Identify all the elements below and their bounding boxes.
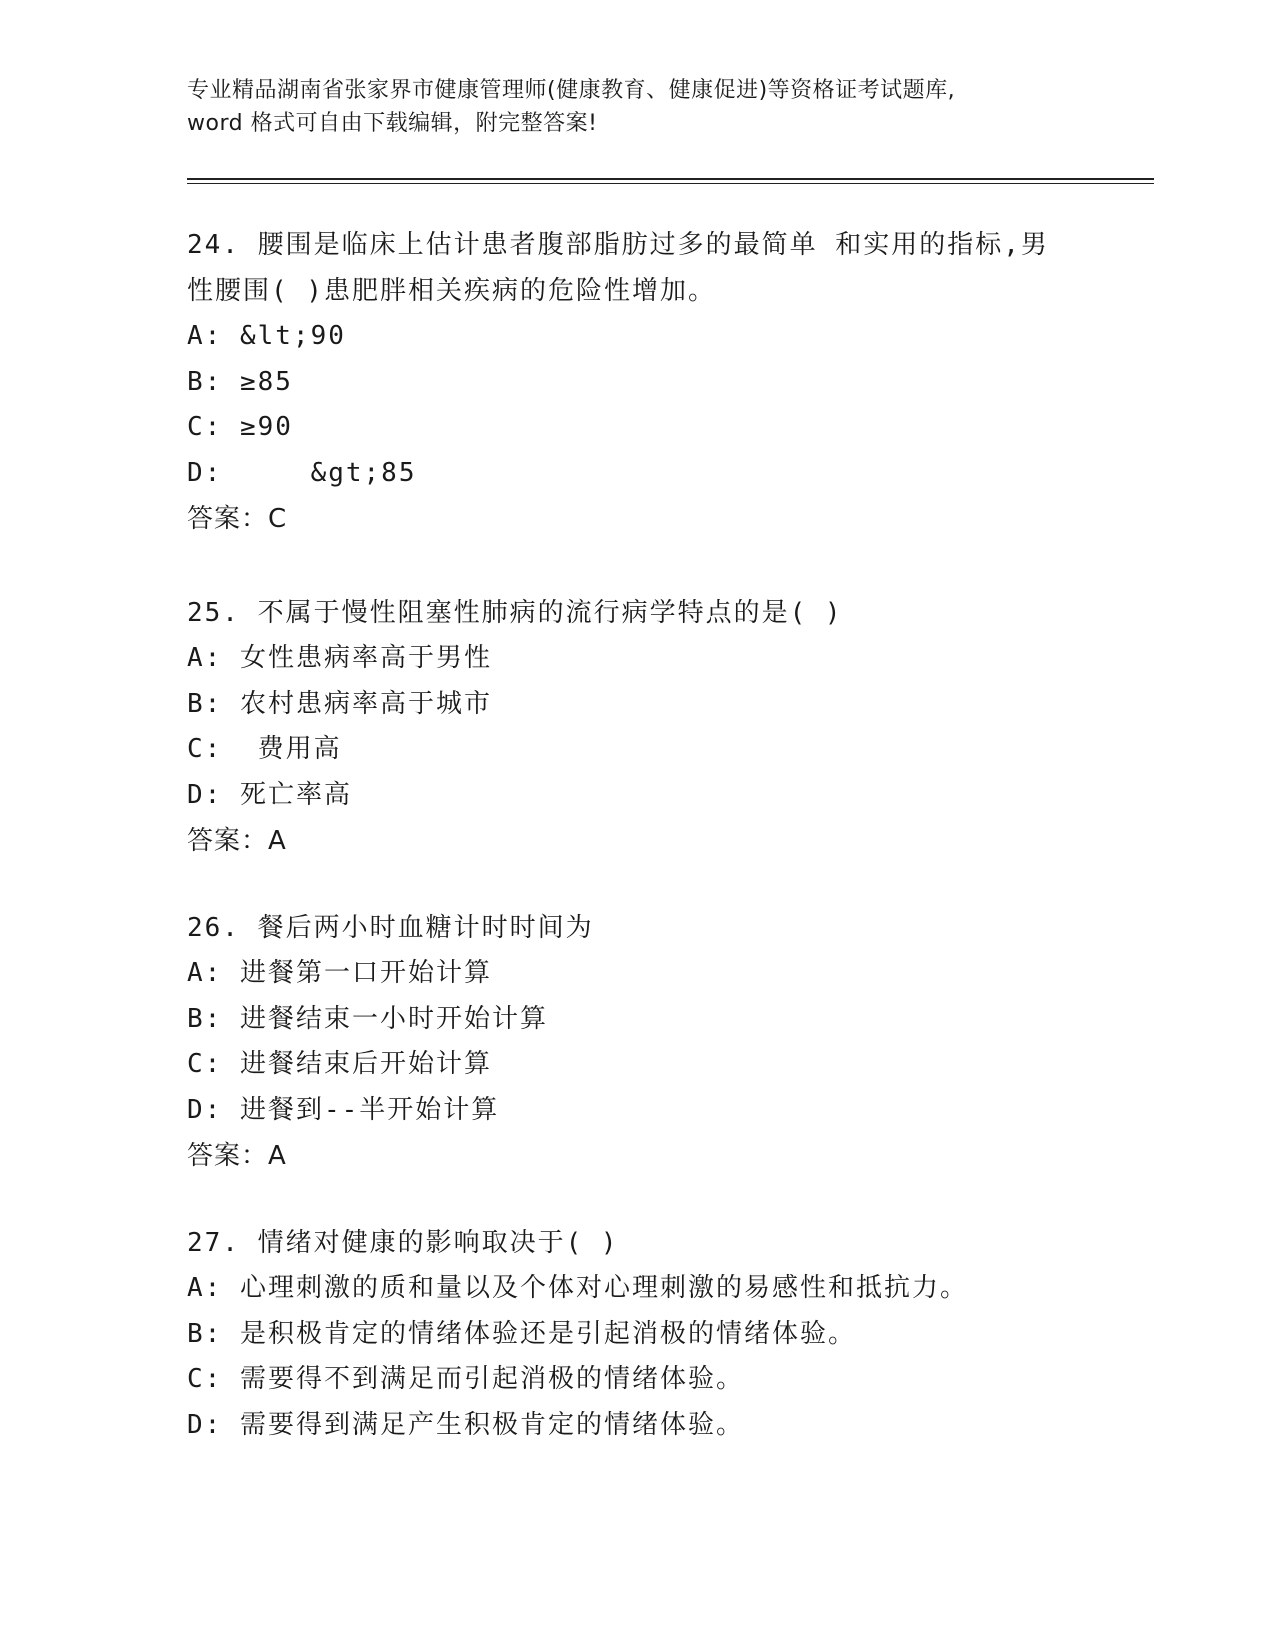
- option-d: D: 需要得到满足产生积极肯定的情绪体验。: [187, 1409, 744, 1440]
- option-d: D: 进餐到--半开始计算: [187, 1094, 500, 1125]
- stem-line: 24. 腰围是临床上估计患者腹部脂肪过多的最简单 和实用的指标,男: [187, 230, 1049, 260]
- option-a: A: &lt;90: [187, 321, 346, 351]
- question-stem: [187, 1220, 1147, 1266]
- question-26: [187, 905, 1147, 1179]
- option-d: D: &gt;85: [187, 457, 417, 488]
- question-25: [187, 590, 1147, 864]
- stem-line: 26. 餐后两小时血糖计时时间为: [187, 913, 594, 943]
- question-stem: [187, 905, 1147, 951]
- document-header: [187, 74, 1087, 140]
- option-c: C: 需要得不到满足而引起消极的情绪体验。: [187, 1364, 744, 1394]
- answer-label: 答案：C: [187, 504, 288, 534]
- stem-line: 27. 情绪对健康的影响取决于( ): [187, 1228, 619, 1258]
- option-a: A: 心理刺激的质和量以及个体对心理刺激的易感性和抵抗力。: [187, 1273, 968, 1303]
- answer-label: 答案：A: [187, 1141, 287, 1171]
- option-b: B: 进餐结束一小时开始计算: [187, 1003, 548, 1034]
- answer-label: 答案：A: [187, 826, 287, 856]
- question-stem: [187, 222, 1147, 314]
- option-b: B: 是积极肯定的情绪体验还是引起消极的情绪体验。: [187, 1318, 856, 1349]
- question-27: [187, 1220, 1147, 1448]
- option-c: C: ≥90: [187, 412, 293, 442]
- option-b: B: ≥85: [187, 366, 293, 397]
- header-title-line-1: 专业精品湖南省张家界市健康管理师(健康教育、健康促进)等资格证考试题库,: [187, 78, 956, 103]
- option-c: C: 费用高: [187, 734, 342, 764]
- stem-line: 性腰围( )患肥胖相关疾病的危险性增加。: [187, 276, 716, 306]
- option-d: D: 死亡率高: [187, 779, 352, 810]
- option-a: A: 女性患病率高于男性: [187, 643, 492, 673]
- option-b: B: 农村患病率高于城市: [187, 688, 492, 719]
- header-title-line-2: word 格式可自由下载编辑，附完整答案!: [187, 111, 598, 136]
- stem-line: 25. 不属于慢性阻塞性肺病的流行病学特点的是( ): [187, 598, 843, 628]
- option-a: A: 进餐第一口开始计算: [187, 958, 492, 988]
- question-24: [187, 222, 1147, 542]
- question-stem: [187, 590, 1147, 636]
- option-c: C: 进餐结束后开始计算: [187, 1049, 492, 1079]
- header-divider-thick: [187, 178, 1154, 180]
- header-divider-thin: [187, 183, 1154, 184]
